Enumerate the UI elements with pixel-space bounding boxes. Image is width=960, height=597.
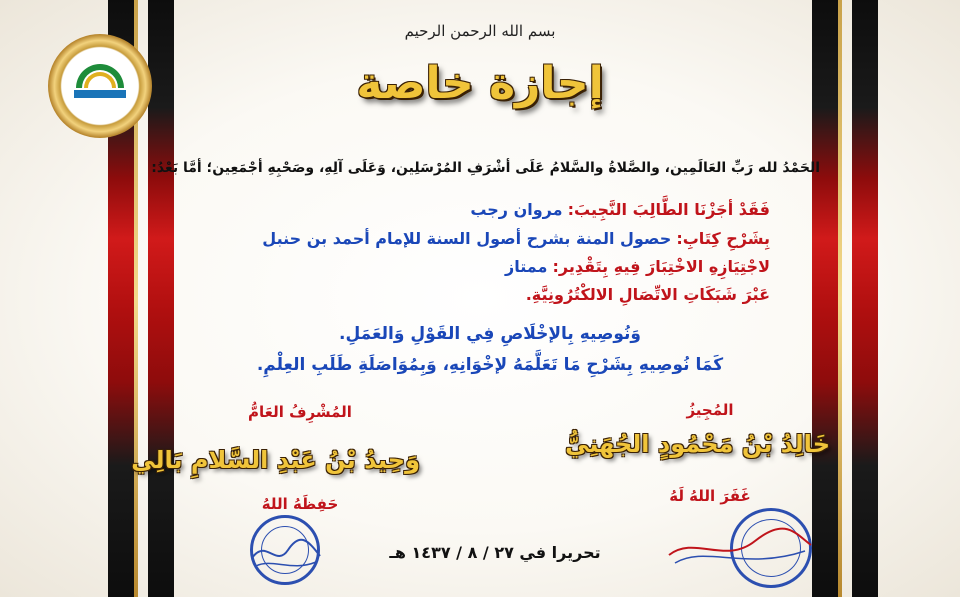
book-row — [262, 229, 770, 248]
certificate-title: إجازة خاصة — [356, 58, 604, 109]
advice-line-2: كَمَا نُوصِيهِ بِشَرْحِ مَا تَعَلَّمَهُ لإخْوَانِهِ، وَبِمُوَاصَلَةِ طَلَبِ العِلْمِ. — [256, 355, 724, 375]
medium-row — [526, 285, 770, 304]
authorizer-prayer: غَفَرَ اللهُ لَهُ — [669, 487, 751, 505]
supervisor-name: وَحِيدُ بْنُ عَبْدِ السَّلامِ بَالِي — [131, 446, 420, 474]
authorizer-name: خَالِدُ بْنُ مَحْمُودٍ الجُهَنِيُّ — [565, 430, 830, 458]
right-decorative-band-outer — [852, 0, 878, 597]
left-decorative-band-inner — [148, 0, 174, 597]
grade-value: ممتاز — [505, 257, 548, 276]
basmala: بسم الله الرحمن الرحيم — [404, 22, 556, 40]
authorizer-signature — [665, 515, 815, 575]
authorizer-role: المُجِيزُ — [686, 401, 734, 419]
medium-text: عَبْرَ شَبَكَاتِ الاتِّصَالِ الالكْتُرُونِيَّةِ. — [525, 285, 770, 304]
right-gold-line — [838, 0, 842, 597]
book-label: بِشَرْحِ كِتَابِ: — [676, 229, 770, 248]
grade-label: لاجْتِيَازِهِ الاخْتِبَارَ فِيهِ بِتَقْدِير: — [552, 257, 770, 276]
institution-seal-logo — [48, 34, 152, 138]
grade-row — [505, 257, 770, 276]
advice-line-1: وَنُوصِيهِ بِالإخْلَاصِ فِي القَوْلِ وَالعَمَلِ. — [339, 324, 641, 344]
student-label: فَقَدْ أجَزْنَا الطَّالِبَ النَّجِيبَ: — [567, 200, 770, 219]
student-row — [470, 200, 770, 219]
right-decorative-band-inner — [812, 0, 838, 597]
supervisor-signature — [246, 528, 326, 578]
book-value: حصول المنة بشرح أصول السنة للإمام أحمد بن حنبل — [262, 229, 672, 248]
student-value: مروان رجب — [470, 200, 563, 219]
supervisor-prayer: حَفِظَهُ اللهُ — [261, 495, 339, 513]
intro-text: الحَمْدُ لله رَبِّ العَالَمِين، والصَّلاةُ والسَّلامُ عَلَى أشْرَفِ المُرْسَلِين، وَعَلَى آلِهِ، وصَحْبِهِ أجْمَعِين؛ أمَّا بَعْدُ: — [151, 160, 820, 176]
date-line: تحريرا في ٢٧ / ٨ / ١٤٣٧ هـ — [389, 543, 601, 562]
supervisor-role: المُشْرِفُ العَامُّ — [248, 403, 352, 421]
